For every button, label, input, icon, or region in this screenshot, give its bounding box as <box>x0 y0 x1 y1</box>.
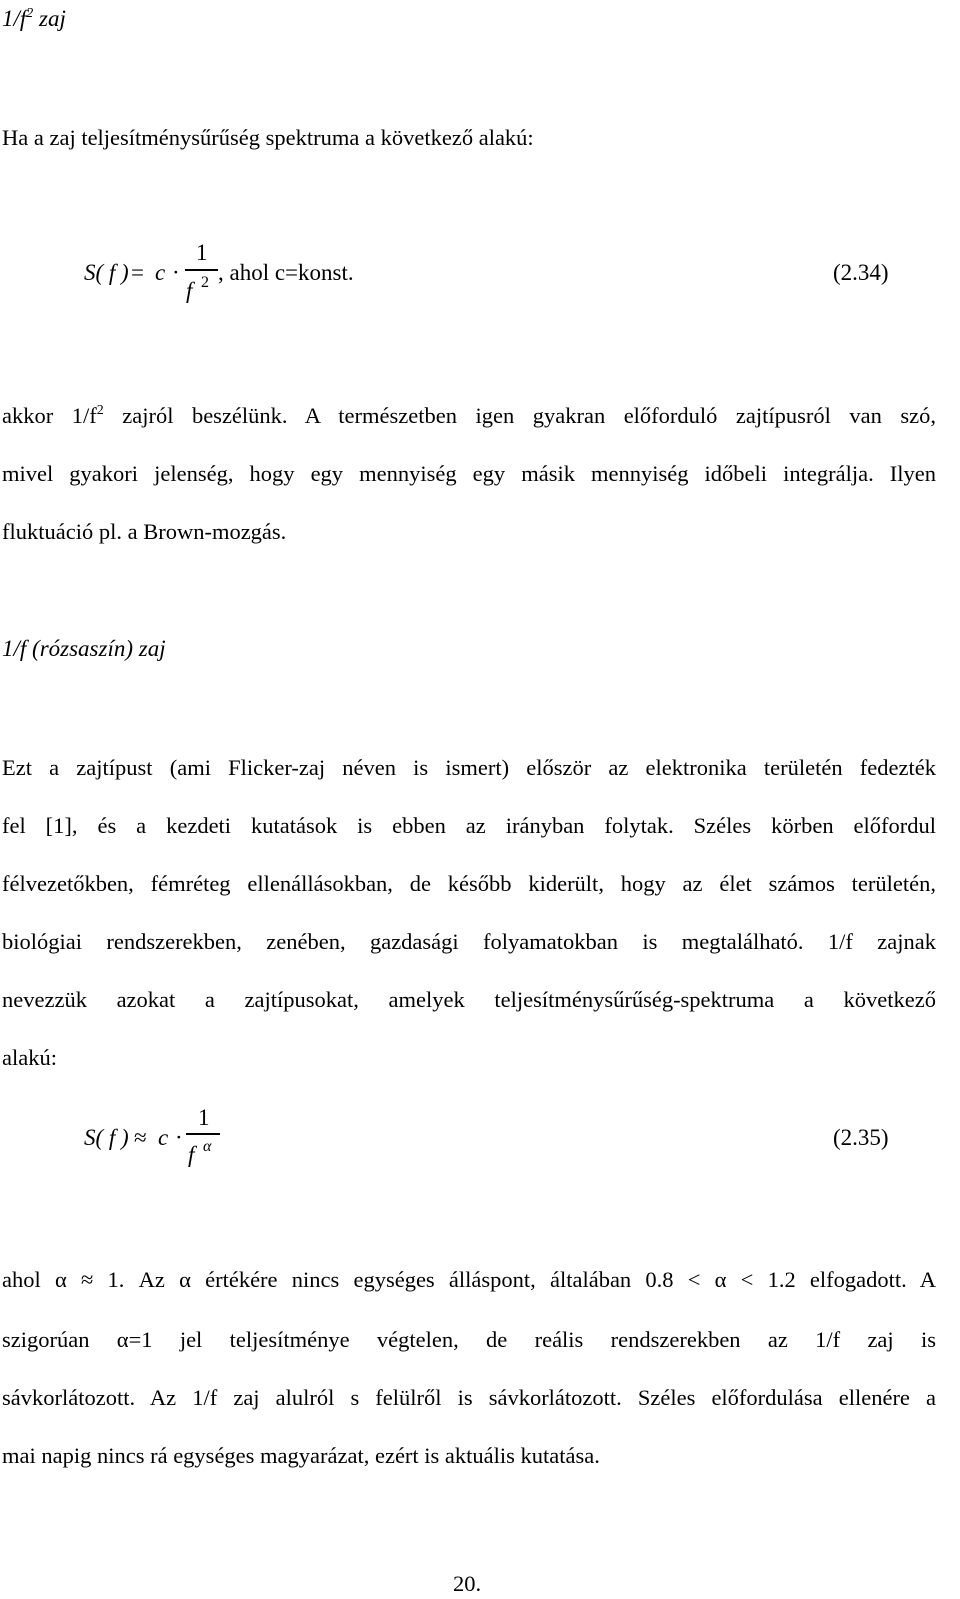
paragraph-line: ahol α ≈ 1. Az α értékére nincs egységes álláspont, általában 0.8 < α < 1.2 elfogadott. A <box>2 1267 936 1292</box>
paragraph-line: mivel gyakori jelenség, hogy egy mennyiség egy másik mennyiség időbeli integrálja. Ilyen <box>2 461 936 486</box>
heading-text: 1/f <box>2 6 27 31</box>
eq-fraction-bar <box>185 269 218 271</box>
paragraph-intro: Ha a zaj teljesítménysűrűség spektruma a következő alakú: <box>2 125 534 150</box>
eq-constant: c <box>158 1125 169 1150</box>
paragraph-line: szigorúan α=1 jel teljesítménye végtelen, de reális rendszerekben az 1/f zaj is <box>2 1327 936 1352</box>
eq-constant: c <box>155 260 166 285</box>
line-text: akkor 1/f <box>2 403 97 428</box>
paragraph-line: fluktuáció pl. a Brown-mozgás. <box>2 519 287 544</box>
eq-dot: · <box>172 260 180 285</box>
paragraph-line: sávkorlátozott. Az 1/f zaj alulról s felülről is sávkorlátozott. Széles előfordulása ellenére a <box>2 1385 936 1410</box>
line-text-suffix: zajról beszélünk. A természetben igen gyakran előforduló zajtípusról van szó, <box>103 403 936 428</box>
eq-approx: ≈ <box>134 1125 147 1150</box>
section-heading-pink-noise: 1/f (rózsaszín) zaj <box>2 636 166 661</box>
paragraph-line: mai napig nincs rá egységes magyarázat, ezért is aktuális kutatása. <box>2 1443 600 1468</box>
paragraph-line: Ezt a zajtípust (ami Flicker-zaj néven is ismert) először az elektronika területén fedezték <box>2 755 936 780</box>
eq-note: , ahol c=konst. <box>218 260 354 285</box>
paragraph-line: fel [1], és a kezdeti kutatások is ebben az irányban folytak. Széles körben előfordul <box>2 813 936 838</box>
paragraph-line: nevezzük azokat a zajtípusokat, amelyek teljesítménysűrűség-spektruma a következő <box>2 987 936 1012</box>
paragraph-line <box>2 402 936 430</box>
line-superscript: 2 <box>96 403 104 418</box>
eq-numerator: 1 <box>198 1105 210 1130</box>
eq-numerator: 1 <box>196 240 208 265</box>
paragraph-line: alakú: <box>2 1045 57 1070</box>
eq-fraction-bar <box>186 1133 220 1135</box>
equation-number: (2.34) <box>833 260 889 285</box>
eq-denominator: f <box>188 1142 195 1167</box>
eq-denominator: f <box>186 278 193 303</box>
eq-denominator-exponent: α <box>203 1138 212 1155</box>
eq-lhs: S( f ) <box>84 260 129 285</box>
eq-denominator-exponent: 2 <box>201 274 209 291</box>
paragraph-line: félvezetőkben, fémréteg ellenállásokban, de később kiderült, hogy az élet számos területén, <box>2 871 936 896</box>
page-number: 20. <box>453 1571 482 1596</box>
heading-text-suffix: zaj <box>33 6 66 31</box>
heading-superscript: 2 <box>26 6 34 21</box>
section-heading-1-over-f-squared <box>2 6 66 32</box>
eq-lhs: S( f ) <box>84 1125 129 1150</box>
eq-equals: = <box>131 260 144 285</box>
paragraph-line: biológiai rendszerekben, zenében, gazdasági folyamatokban is megtalálható. 1/f zajnak <box>2 929 936 954</box>
equation-number: (2.35) <box>833 1125 889 1150</box>
eq-dot: · <box>175 1125 183 1150</box>
